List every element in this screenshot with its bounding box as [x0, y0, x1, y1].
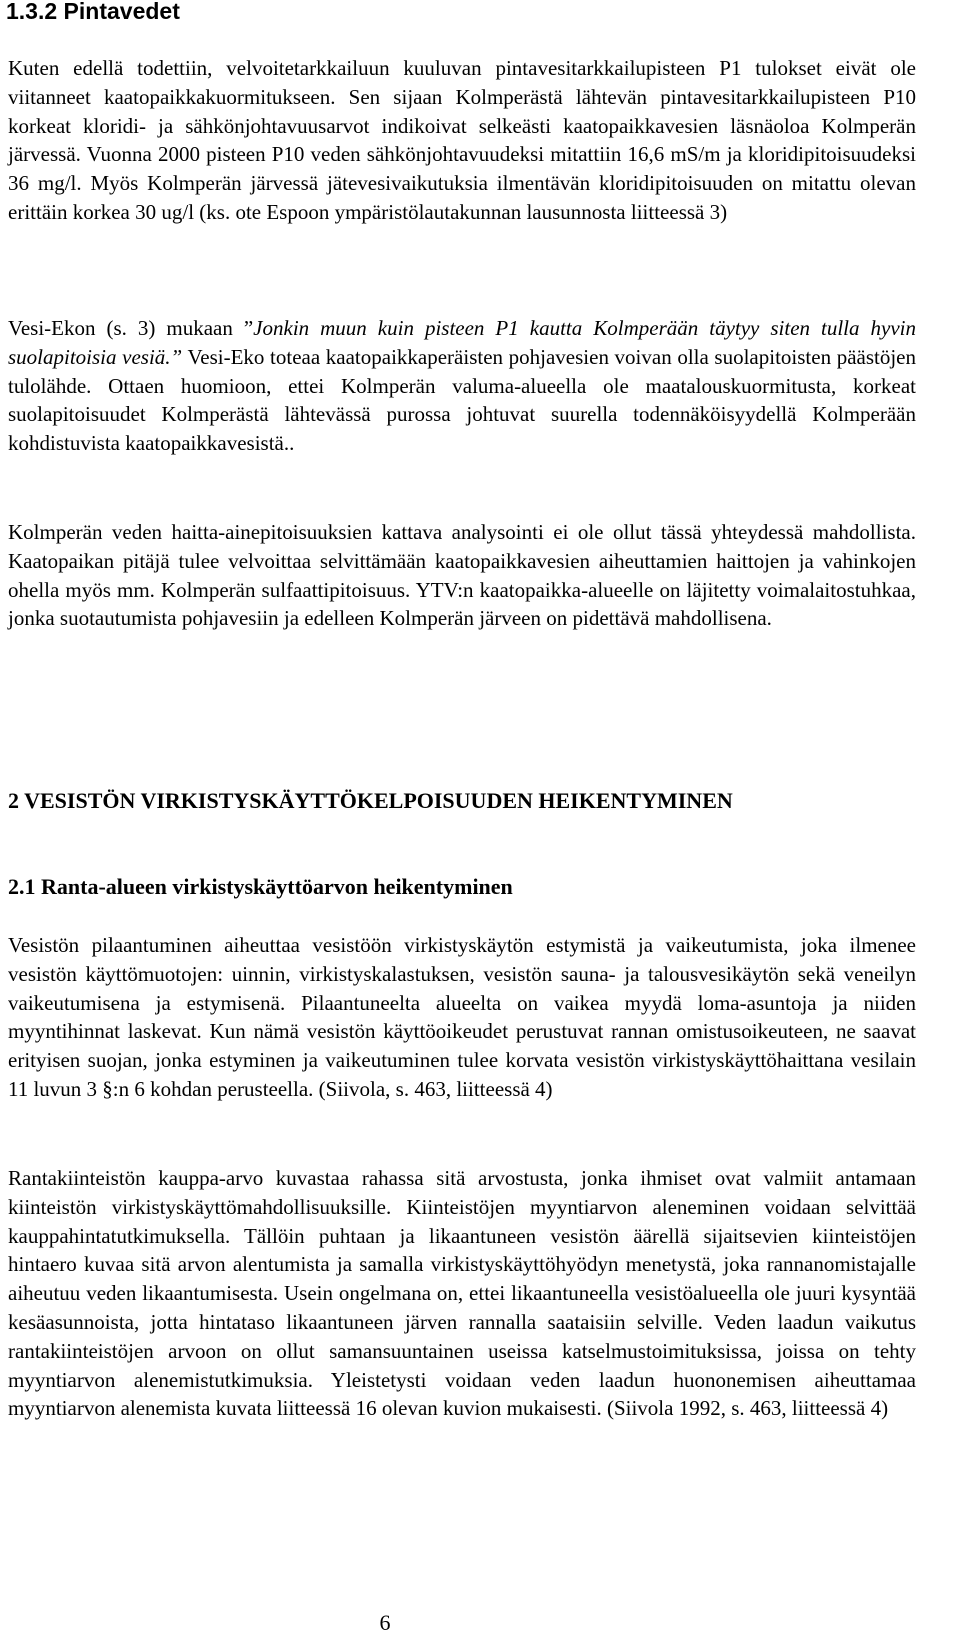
paragraph-pintavedet-3: Kolmperän veden haitta-ainepitoisuuksien kattava analysointi ei ole ollut tässä yhteydessä mahdollista. Kaatopaikan pitäjä tulee velvoittaa selvittämään kaatopaikkavesien aiheuttamien haittojen ja vahinkojen ohella myös mm. Kolmperän sulfaattipitoisuus. YTV:n kaatopaikka-alueelle on läjitetty voimalaitostuhkaa, jonka suotautumista pohjavesiin ja edelleen Kolmperän järveen on pidettävä mahdollisena. [8, 520, 916, 631]
page-number: 6 [379, 1610, 391, 1635]
paragraph-pintavedet-2 [8, 314, 916, 458]
paragraph-pintavedet-1: Kuten edellä todettiin, velvoitetarkkailuun kuuluvan pintavesitarkkailupisteen P1 tulokset eivät ole viitanneet kaatopaikkakuormitukseen. Sen sijaan Kolmperästä lähtevän pintavesitarkkailupisteen P10 korkeat kloridi- ja sähkönjohtavuusarvot indikoivat selkeästi kaatopaikkavesien läsnäoloa Kolmperän järvessä. Vuonna 2000 pisteen P10 veden sähkönjohtavuudeksi mitattiin 16,6 mS/m ja kloridipitoisuudeksi 36 mg/l. Myös Kolmperän järvessä jätevesivaikutuksia ilmentävän kloridipitoisuuden on mitattu olevan erittäin korkea 30 ug/l (ks. ote Espoon ympäristölautakunnan lausunnosta liitteessä 3) [8, 56, 916, 224]
paragraph-ranta-2: Rantakiinteistön kauppa-arvo kuvastaa rahassa sitä arvostusta, jonka ihmiset ovat valmiit antamaan kiinteistön virkistyskäyttömahdollisuuksille. Kiinteistöjen myyntiarvon aleneminen voidaan selvittää kauppahintatutkimuksella. Tällöin puhtaan ja likaantuneen vesistön äärellä sijaitsevien kiinteistöjen hintaero kuvaa sitä arvon alentumista ja samalla virkistyskäyttöhyödyn menetystä, joka rannanomistajalle aiheutuu veden likaantumisesta. Usein ongelmana on, ettei likaantuneella vesistöalueella ole juuri kysyntää kesäasunnoista, jotta hintataso likaantuneen järven rannalla saataisiin selville. Veden laadun vaikutus rantakiinteistöjen arvoon on ollut samansuuntainen useissa katselmustoimituksissa, joissa on tehty myyntiarvon alenemistutkimuksia. Yleistetysti voidaan veden laadun huononemisen aiheuttamaa myyntiarvon alenemista kuvata liitteessä 16 olevan kuvion mukaisesti. (Siivola 1992, s. 463, liitteessä 4) [8, 1166, 916, 1421]
paragraph-2-quote: Jonkin muun kuin pisteen P1 kautta Kolmperään täytyy siten tulla hyvin suolapitoisia vesiä.” [8, 316, 916, 369]
paragraph-ranta-1: Vesistön pilaantuminen aiheuttaa vesistöön virkistyskäytön estymistä ja vaikeutumista, joka ilmenee vesistön käyttömuotojen: uinnin, virkistyskalastuksen, vesistön sauna- ja talousvesikäytön sekä veneilyn vaikeutumisena ja estymisenä. Pilaantuneelta alueelta on vaikea myydä loma-asuntoja ja niiden myyntihinnat laskevat. Kun nämä vesistön käyttöoikeudet perustuvat rannan omistusoikeuteen, ne saavat erityisen suojan, jonka estyminen ja vaikeutuminen tulee korvata vesistön virkistyskäyttöhaittana vesilain 11 luvun 3 §:n 6 kohdan perusteella. (Siivola, s. 463, liitteessä 4) [8, 933, 916, 1101]
paragraph-2-rest: Vesi-Eko toteaa kaatopaikkaperäisten pohjavesien voivan olla suolapitoisten päästöjen tulolähde. Ottaen huomioon, ettei Kolmperän valuma-alueella ole maatalouskuormitusta, korkeat suolapitoisuudet Kolmperästä lähtevässä purossa johtuvat suurella todennäköisyydellä Kolmperään kohdistuvista kaatopaikkavesistä.. [8, 344, 916, 456]
chapter-heading-2: 2 VESISTÖN VIRKISTYSKÄYTTÖKELPOISUUDEN HEIKENTYMINEN [8, 788, 733, 813]
section-heading-2-1: 2.1 Ranta-alueen virkistyskäyttöarvon heikentyminen [8, 874, 513, 899]
section-heading-1-3-2: 1.3.2 Pintavedet [6, 0, 180, 24]
paragraph-2-lead: Vesi-Ekon (s. 3) mukaan ” [8, 316, 254, 340]
